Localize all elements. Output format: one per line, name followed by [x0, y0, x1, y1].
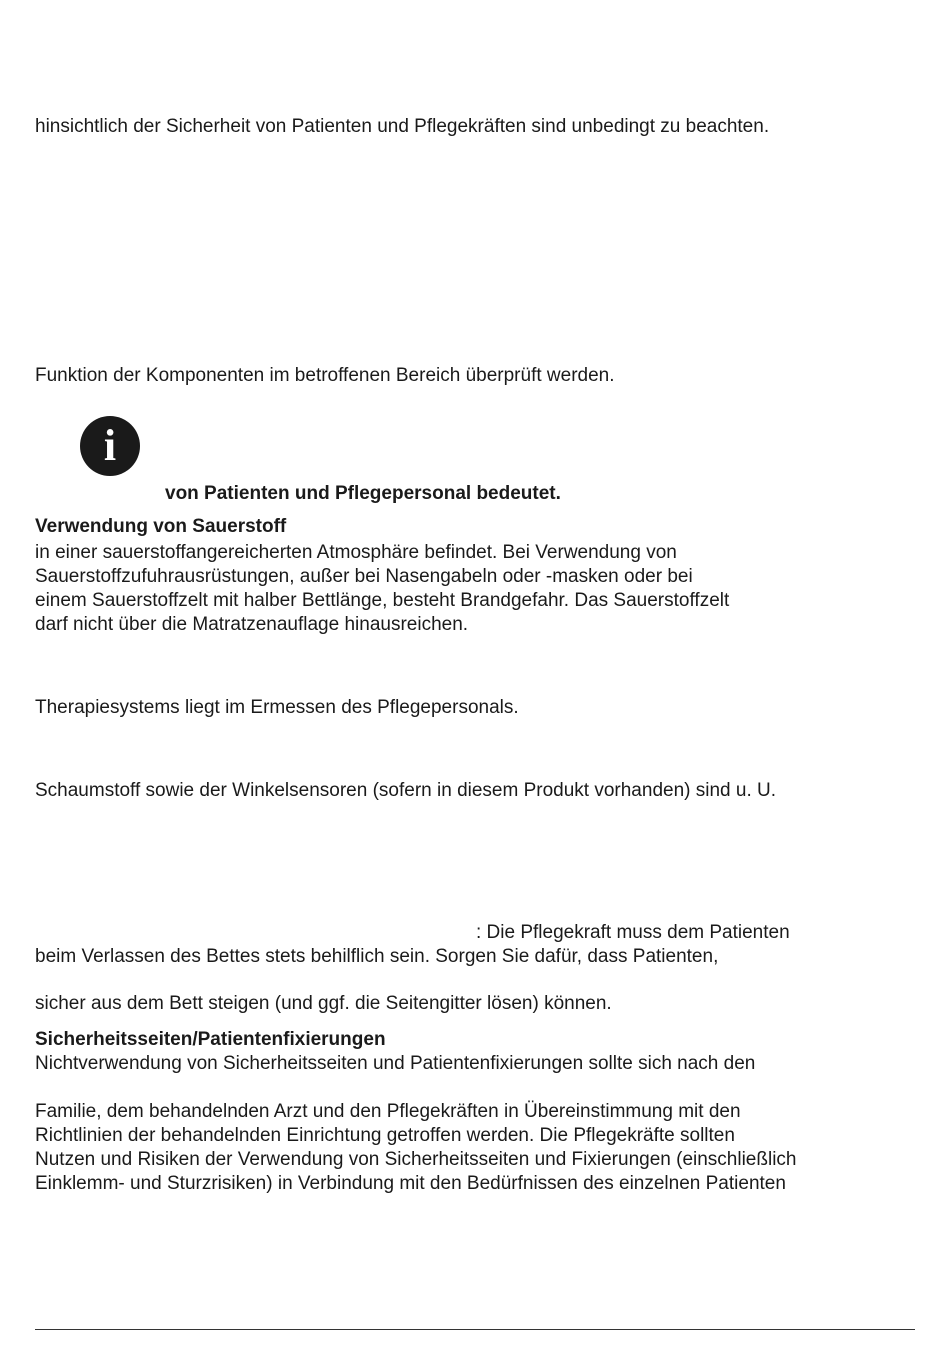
text-line-components: Funktion der Komponenten im betroffenen Bereich überprüft werden.	[35, 365, 615, 386]
text-line-therapy: Therapiesystems liegt im Ermessen des Pflegepersonals.	[35, 697, 519, 718]
text-line-foam: Schaumstoff sowie der Winkelsensoren (sofern in diesem Produkt vorhanden) sind u. U.	[35, 780, 777, 801]
siderails-text-line-1: Nichtverwendung von Sicherheitsseiten und Patientenfixierungen sollte sich nach den	[35, 1053, 756, 1074]
oxygen-text-line-3: einem Sauerstoffzelt mit halber Bettlänge, besteht Brandgefahr. Das Sauerstoffzelt	[35, 590, 730, 611]
siderails-text-line-5: Einklemm- und Sturzrisiken) in Verbindung mit den Bedürfnissen des einzelnen Patienten	[35, 1173, 786, 1194]
oxygen-text-line-1: in einer sauerstoffangereicherten Atmosphäre befindet. Bei Verwendung von	[35, 542, 677, 563]
text-line-caregiver: : Die Pflegekraft muss dem Patienten	[476, 922, 790, 943]
oxygen-text-line-2: Sauerstoffzufuhrausrüstungen, außer bei Nasengabeln oder -masken oder bei	[35, 566, 693, 587]
oxygen-text-line-4: darf nicht über die Matratzenauflage hinausreichen.	[35, 614, 469, 635]
text-line-safety: hinsichtlich der Sicherheit von Patienten und Pflegekräften sind unbedingt zu beachten.	[35, 116, 770, 137]
oxygen-heading: Verwendung von Sauerstoff	[35, 516, 287, 537]
siderails-text-line-2: Familie, dem behandelnden Arzt und den Pflegekräften in Übereinstimmung mit den	[35, 1101, 741, 1122]
text-line-side-rails: sicher aus dem Bett steigen (und ggf. die Seitengitter lösen) können.	[35, 993, 612, 1014]
siderails-text-line-4: Nutzen und Risiken der Verwendung von Sicherheitsseiten und Fixierungen (einschließlich	[35, 1149, 797, 1170]
info-icon: i	[80, 416, 140, 476]
info-note: von Patienten und Pflegepersonal bedeutet.	[165, 483, 561, 504]
siderails-heading: Sicherheitsseiten/Patientenfixierungen	[35, 1029, 386, 1050]
footer-divider	[35, 1329, 915, 1330]
siderails-text-line-3: Richtlinien der behandelnden Einrichtung getroffen werden. Die Pflegekräfte sollten	[35, 1125, 735, 1146]
text-line-bed-exit: beim Verlassen des Bettes stets behilflich sein. Sorgen Sie dafür, dass Patienten,	[35, 946, 719, 967]
